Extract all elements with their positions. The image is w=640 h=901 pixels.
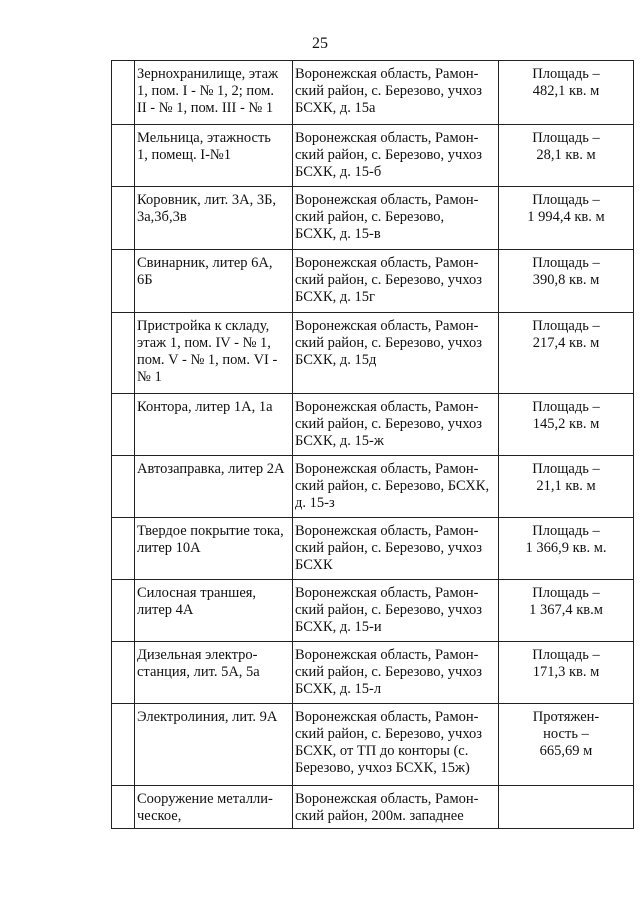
- object-area-cell: [499, 125, 634, 187]
- row-number-cell: [112, 642, 135, 704]
- object-address-cell: [293, 313, 499, 394]
- object-name-cell: [135, 61, 293, 125]
- object-address-cell: [293, 580, 499, 642]
- object-name-cell: [135, 313, 293, 394]
- table-row: [112, 518, 634, 580]
- object-area-cell: [499, 394, 634, 456]
- object-area-text: Площадь – 1 367,4 кв.м: [529, 585, 603, 618]
- object-address-text: Воронежская область, Рамон- ский район, с. Березово, учхоз БСХК, д. 15д: [295, 318, 482, 368]
- object-area-text: Площадь – 28,1 кв. м: [532, 130, 600, 163]
- object-name-text: Дизельная электро- станция, лит. 5А, 5а: [137, 647, 260, 680]
- object-area-cell: [499, 250, 634, 313]
- object-address-text: Воронежская область, Рамон- ский район, с. Березово, БСХК, д. 15-в: [295, 192, 479, 242]
- object-address-text: Воронежская область, Рамон- ский район, с. Березово, БСХК, д. 15-з: [295, 461, 490, 511]
- row-number-cell: [112, 786, 135, 829]
- object-name-cell: [135, 642, 293, 704]
- object-address-cell: [293, 61, 499, 125]
- page-number: 25: [312, 35, 328, 52]
- object-name-cell: [135, 394, 293, 456]
- table-row: [112, 61, 634, 125]
- object-address-cell: [293, 456, 499, 518]
- object-address-cell: [293, 250, 499, 313]
- object-address-cell: [293, 187, 499, 250]
- object-name-cell: [135, 250, 293, 313]
- table-row: [112, 250, 634, 313]
- object-area-cell: [499, 187, 634, 250]
- object-area-text: Площадь – 21,1 кв. м: [532, 461, 600, 494]
- object-name-cell: [135, 125, 293, 187]
- row-number-cell: [112, 187, 135, 250]
- table-row: [112, 580, 634, 642]
- object-name-text: Автозаправка, литер 2А: [137, 461, 285, 477]
- object-name-text: Электролиния, лит. 9А: [137, 709, 278, 725]
- object-address-cell: [293, 518, 499, 580]
- object-area-cell: [499, 786, 634, 829]
- property-table-body: [112, 61, 634, 829]
- object-area-text: Площадь – 390,8 кв. м: [532, 255, 600, 288]
- table-row: [112, 642, 634, 704]
- object-name-text: Пристройка к складу, этаж 1, пом. IV - № 1, пом. V - № 1, пом. VI - № 1: [137, 318, 278, 385]
- row-number-cell: [112, 61, 135, 125]
- row-number-cell: [112, 250, 135, 313]
- row-number-cell: [112, 125, 135, 187]
- object-area-text: Площадь – 1 994,4 кв. м: [527, 192, 605, 225]
- object-address-text: Воронежская область, Рамон- ский район, с. Березово, учхоз БСХК, д. 15-ж: [295, 399, 482, 449]
- table-row: [112, 394, 634, 456]
- table-row: [112, 187, 634, 250]
- object-address-text: Воронежская область, Рамон- ский район, с. Березово, учхоз БСХК: [295, 523, 482, 573]
- object-name-cell: [135, 580, 293, 642]
- object-area-text: Площадь – 145,2 кв. м: [532, 399, 600, 432]
- row-number-cell: [112, 313, 135, 394]
- object-address-cell: [293, 786, 499, 829]
- object-address-text: Воронежская область, Рамон- ский район, с. Березово, учхоз БСХК, д. 15-б: [295, 130, 482, 180]
- object-area-text: Площадь – 217,4 кв. м: [532, 318, 600, 351]
- object-area-cell: [499, 518, 634, 580]
- object-address-cell: [293, 704, 499, 786]
- object-address-text: Воронежская область, Рамон- ский район, с. Березово, учхоз БСХК, д. 15г: [295, 255, 482, 305]
- table-row: [112, 786, 634, 829]
- object-name-cell: [135, 704, 293, 786]
- object-name-text: Сооружение металли- ческое,: [137, 791, 273, 824]
- object-name-cell: [135, 187, 293, 250]
- row-number-cell: [112, 704, 135, 786]
- table-row: [112, 704, 634, 786]
- object-name-cell: [135, 456, 293, 518]
- object-address-cell: [293, 125, 499, 187]
- object-address-text: Воронежская область, Рамон- ский район, с. Березово, учхоз БСХК, от ТП до конторы (с. Березово, учхоз БСХК, 15ж): [295, 709, 482, 776]
- object-area-text: Площадь – 171,3 кв. м: [532, 647, 600, 680]
- row-number-cell: [112, 456, 135, 518]
- object-address-text: Воронежская область, Рамон- ский район, с. Березово, учхоз БСХК, д. 15-и: [295, 585, 482, 635]
- row-number-cell: [112, 518, 135, 580]
- table-row: [112, 125, 634, 187]
- object-name-text: Свинарник, литер 6А, 6Б: [137, 255, 273, 288]
- object-address-cell: [293, 394, 499, 456]
- object-name-text: Мельница, этажность 1, помещ. I-№1: [137, 130, 271, 163]
- table-row: [112, 313, 634, 394]
- object-address-text: Воронежская область, Рамон- ский район, с. Березово, учхоз БСХК, д. 15а: [295, 66, 482, 116]
- object-area-cell: [499, 704, 634, 786]
- object-area-text: Площадь – 1 366,9 кв. м.: [525, 523, 607, 556]
- object-address-text: Воронежская область, Рамон- ский район, с. Березово, учхоз БСХК, д. 15-л: [295, 647, 482, 697]
- object-area-cell: [499, 642, 634, 704]
- object-area-cell: [499, 580, 634, 642]
- object-name-text: Силосная траншея, литер 4А: [137, 585, 257, 618]
- object-name-text: Зернохранилище, этаж 1, пом. I - № 1, 2; пом. II - № 1, пом. III - № 1: [137, 66, 279, 116]
- object-name-text: Коровник, лит. 3А, 3Б, 3а,3б,3в: [137, 192, 277, 225]
- object-name-cell: [135, 518, 293, 580]
- object-name-text: Твердое покрытие тока, литер 10А: [137, 523, 284, 556]
- object-name-cell: [135, 786, 293, 829]
- object-area-cell: [499, 61, 634, 125]
- row-number-cell: [112, 394, 135, 456]
- object-address-text: Воронежская область, Рамон- ский район, 200м. западнее: [295, 791, 479, 824]
- object-area-cell: [499, 313, 634, 394]
- object-name-text: Контора, литер 1А, 1а: [137, 399, 273, 415]
- object-area-cell: [499, 456, 634, 518]
- row-number-cell: [112, 580, 135, 642]
- object-area-text: Площадь – 482,1 кв. м: [532, 66, 600, 99]
- table-row: [112, 456, 634, 518]
- object-address-cell: [293, 642, 499, 704]
- object-area-text: Протяжен- ность – 665,69 м: [532, 709, 600, 759]
- property-table: [111, 60, 634, 829]
